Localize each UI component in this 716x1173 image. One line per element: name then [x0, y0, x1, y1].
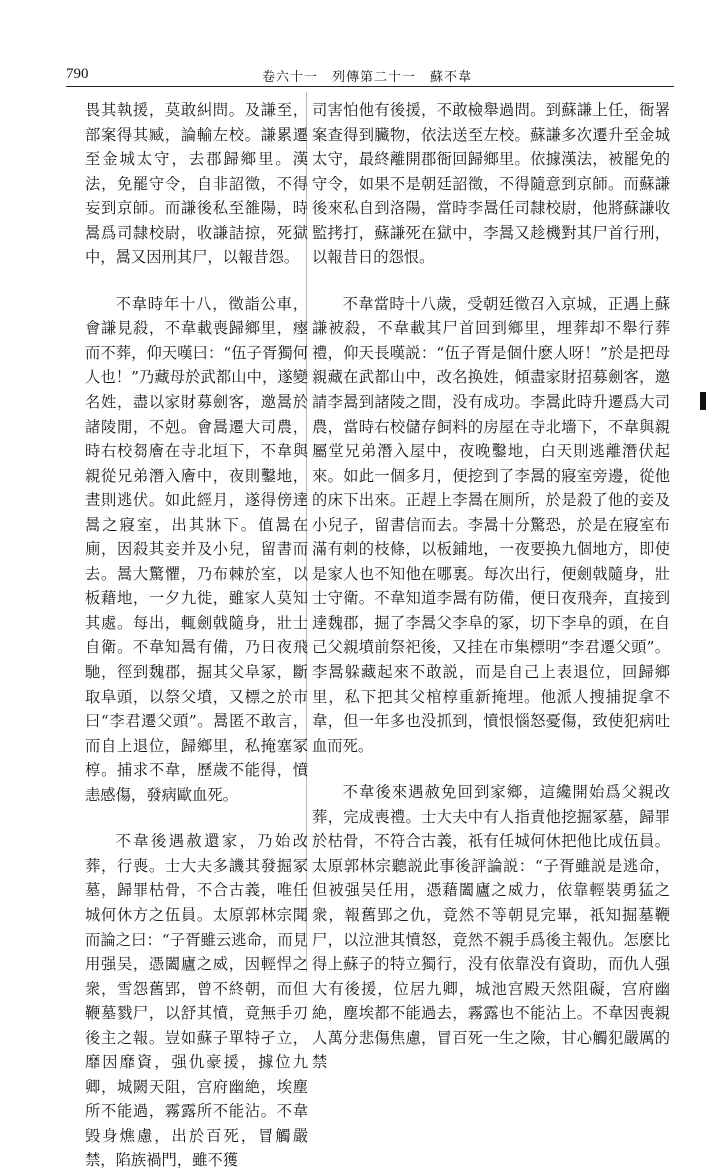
left-paragraph-2: 不韋時年十八，徵詣公車，會謙見殺，不韋載喪歸鄉里，瘞而不葬，仰天嘆曰：“伍子胥獨何人也！”乃藏母於武都山中，遂變名姓，盡以家財募劍客，邀暠於諸陵閒，不剋。會暠遷大司農，時右校芻廥在寺北垣下，不韋與親從兄弟潛入廥中，夜則鑿地，晝則逃伏。如此經月，遂得傍達暠之寢室，出其牀下。值暠在廁，因殺其妾并及小兒，留書而去。暠大驚懼，乃布棘於室，以板藉地，一夕九徙，雖家人莫知其處。每出，輒劍戟隨身，壯士自衛。不韋知暠有備，乃日夜飛馳，徑到魏郡，掘其父阜冢，斷取阜頭，以祭父墳，又標之於市曰“李君遷父頭”。暠匿不敢言，而自上退位，歸鄉里，私掩塞冢椁。捕求不韋，歷歲不能得，憤恚感傷，發病歐血死。	[85, 294, 308, 804]
left-paragraph-1: 畏其執援，莫敢糾問。及謙至，部案得其臧，論輸左校。謙累遷至金城太守，去郡歸鄉里。漢法，免罷守令，自非詔徵，不得妄到京師。而謙後私至雒陽，時暠爲司隸校尉，收謙詰掠，死獄中，暠又因刑其尸，以報昔怨。	[85, 101, 308, 267]
header-rule	[66, 86, 674, 87]
page-edge-marker	[700, 392, 706, 410]
right-paragraph-1: 司害怕他有後援，不敢檢舉過問。到蘇謙上任，衙署案查得到臟物，依法送至左校。蘇謙多次遷升至金城太守，最終離開郡衙回歸鄉里。依據漢法，被罷免的守令，如果不是朝廷詔徵，不得隨意到京師。而蘇謙後來私自到洛陽，當時李暠任司隸校尉，他將蘇謙收監拷打，蘇謙死在獄中，李暠又趁機對其尸首行刑，以報昔日的怨恨。	[312, 101, 670, 267]
right-paragraph-2: 不韋當時十八歲，受朝廷徵召入京城，正遇上蘇謙被殺，不韋載其尸首回到鄉里，埋葬却不舉行葬禮，仰天長嘆説：“伍子胥是個什麽人呀！”於是把母親藏在武都山中，改名换姓，傾盡家財招募劍客，邀請李暠到諸陵之間，没有成功。李暠此時升遷爲大司農，當時右校儲存飼料的房屋在寺北墻下，不韋與親屬堂兄弟潛入屋中，夜晚鑿地，白天則逃離潛伏起來。如此一個多月，便挖到了李暠的寢室旁邊，從他的床下出來。正趕上李暠在厠所，於是殺了他的妾及小兒子，留書信而去。李暠十分驚恐，於是在寢室布滿有刺的枝條，以板鋪地，一夜要换九個地方，即使是家人也不知他在哪裏。每次出行，便劍戟隨身，壯士守衛。不韋知道李暠有防備，便日夜飛奔，直接到達魏郡，掘了李暠父李阜的冢，切下李阜的頭，在自己父親墳前祭祀後，又挂在市集標明“李君遷父頭”。李暠躲藏起來不敢説，而是自己上表退位，回歸鄉里，私下把其父棺椁重新掩埋。他派人搜捕捉拿不韋，但一年多也没抓到，憤恨惱怒憂傷，致使犯病吐血而死。	[312, 294, 670, 755]
running-header: 卷六十一 列傳第二十一 蘇不韋	[262, 70, 473, 85]
page-number: 790	[66, 66, 89, 82]
right-column	[312, 98, 670, 1075]
right-paragraph-3: 不韋後來遇赦免回到家鄉，這纔開始爲父親改葬，完成喪禮。士大夫中有人指責他挖掘冢墓，歸罪於枯骨，不符合古義，祇有任城何休把他比成伍員。太原郭林宗聽説此事後評論説：“子胥雖説是逃命，但被强吴任用，憑藉闔廬之威力，依靠輕裝勇猛之衆，報舊郢之仇，竟然不等朝見完畢，祇知掘墓鞭尸，以泣泄其憤怒，竟然不親手爲後主報仇。怎麽比得上蘇子的特立獨行，没有依靠没有資助，而仇人强大有後援，位居九卿，城池宫殿天然阻礙，宫府幽絶，塵埃都不能過去，霧露也不能沾上。不韋因喪親人萬分悲傷焦慮，冒百死一生之險，甘心觸犯嚴厲的禁	[312, 783, 670, 1072]
left-paragraph-3: 不韋後遇赦還家，乃始改葬，行喪。士大夫多譏其發掘冢墓，歸罪枯骨，不合古義，唯任城何休方之伍員。太原郭林宗聞而論之曰：“子胥雖云逃命，而見用强吴，憑闔廬之威，因輕悍之衆，雪怨舊郢，曾不終朝，而但鞭墓戮尸，以舒其憤，竟無手刃後主之報。豈如蘇子單特孑立，靡因靡資，强仇豪援，據位九卿，城闕天阻，宫府幽絶，埃塵所不能過，霧露所不能沾。不韋毁身燋慮，出於百死，冒觸嚴禁，陷族禍門，雖不獲	[85, 832, 308, 1170]
left-column	[85, 98, 308, 1173]
